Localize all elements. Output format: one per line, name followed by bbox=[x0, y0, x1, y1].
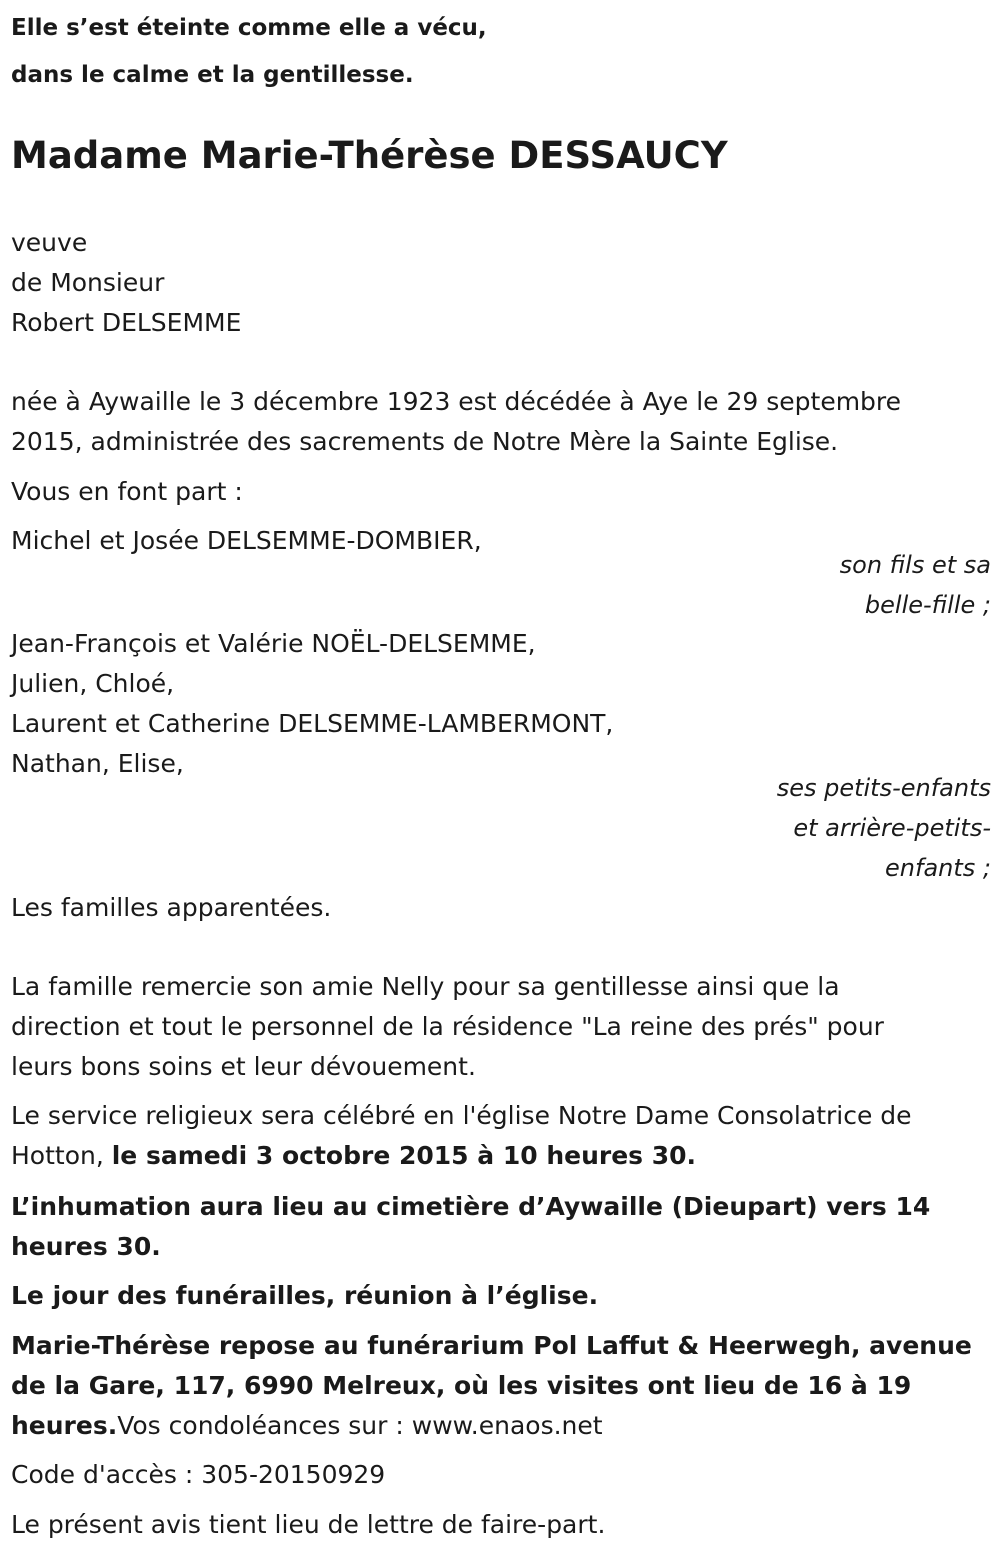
grandchildren-line-1: Jean-François et Valérie NOËL-DELSEMME, bbox=[11, 629, 536, 658]
grandchildren-relation-line-3: enfants ; bbox=[885, 854, 991, 882]
grandchildren-relation-line-2: et arrière-petits- bbox=[793, 814, 991, 842]
grandchildren-line-3: Laurent et Catherine DELSEMME-LAMBERMONT, bbox=[11, 709, 614, 738]
deceased-name: Madame Marie-Thérèse DESSAUCY bbox=[11, 134, 728, 177]
repose-line-2: de la Gare, 117, 6990 Melreux, où les visites ont lieu de 16 à 19 bbox=[11, 1371, 912, 1400]
access-code: Code d'accès : 305-20150929 bbox=[11, 1460, 386, 1489]
thanks-line-3: leurs bons soins et leur dévouement. bbox=[11, 1052, 476, 1081]
thanks-line-2: direction et tout le personnel de la résidence "La reine des prés" pour bbox=[11, 1012, 884, 1041]
burial-line-2: heures 30. bbox=[11, 1232, 161, 1261]
repose-line-3 bbox=[11, 1406, 603, 1446]
grandchildren-line-4: Nathan, Elise, bbox=[11, 749, 184, 778]
related-families: Les familles apparentées. bbox=[11, 893, 332, 922]
son-relation-line-1: son fils et sa bbox=[839, 551, 991, 579]
service-line-1: Le service religieux sera célébré en l'église Notre Dame Consolatrice de bbox=[11, 1101, 912, 1130]
spouse-line-3: Robert DELSEMME bbox=[11, 308, 242, 337]
closing-notice: Le présent avis tient lieu de lettre de faire-part. bbox=[11, 1510, 606, 1539]
spouse-line-1: veuve bbox=[11, 228, 88, 257]
service-line-2 bbox=[11, 1136, 696, 1176]
birth-death-line-1: née à Aywaille le 3 décembre 1923 est décédée à Aye le 29 septembre bbox=[11, 387, 902, 416]
condolences-text: Vos condoléances sur : www.enaos.net bbox=[117, 1411, 603, 1440]
grandchildren-line-2: Julien, Chloé, bbox=[11, 669, 175, 698]
gathering-notice: Le jour des funérailles, réunion à l’église. bbox=[11, 1281, 599, 1310]
epitaph-line-2: dans le calme et la gentillesse. bbox=[11, 62, 414, 88]
grandchildren-relation-line-1: ses petits-enfants bbox=[776, 774, 991, 802]
service-location-text: Hotton, bbox=[11, 1141, 112, 1170]
repose-hours-text: heures. bbox=[11, 1411, 118, 1440]
burial-line-1: L’inhumation aura lieu au cimetière d’Aywaille (Dieupart) vers 14 bbox=[11, 1192, 931, 1221]
epitaph-line-1: Elle s’est éteinte comme elle a vécu, bbox=[11, 15, 487, 41]
repose-line-1: Marie-Thérèse repose au funérarium Pol Laffut & Heerwegh, avenue bbox=[11, 1331, 972, 1360]
son-names: Michel et Josée DELSEMME-DOMBIER, bbox=[11, 526, 482, 555]
birth-death-line-2: 2015, administrée des sacrements de Notre Mère la Sainte Eglise. bbox=[11, 427, 839, 456]
thanks-line-1: La famille remercie son amie Nelly pour sa gentillesse ainsi que la bbox=[11, 972, 840, 1001]
announcement: Vous en font part : bbox=[11, 477, 243, 506]
son-relation-line-2: belle-fille ; bbox=[864, 591, 991, 619]
spouse-line-2: de Monsieur bbox=[11, 268, 165, 297]
service-date-text: le samedi 3 octobre 2015 à 10 heures 30. bbox=[111, 1141, 697, 1170]
